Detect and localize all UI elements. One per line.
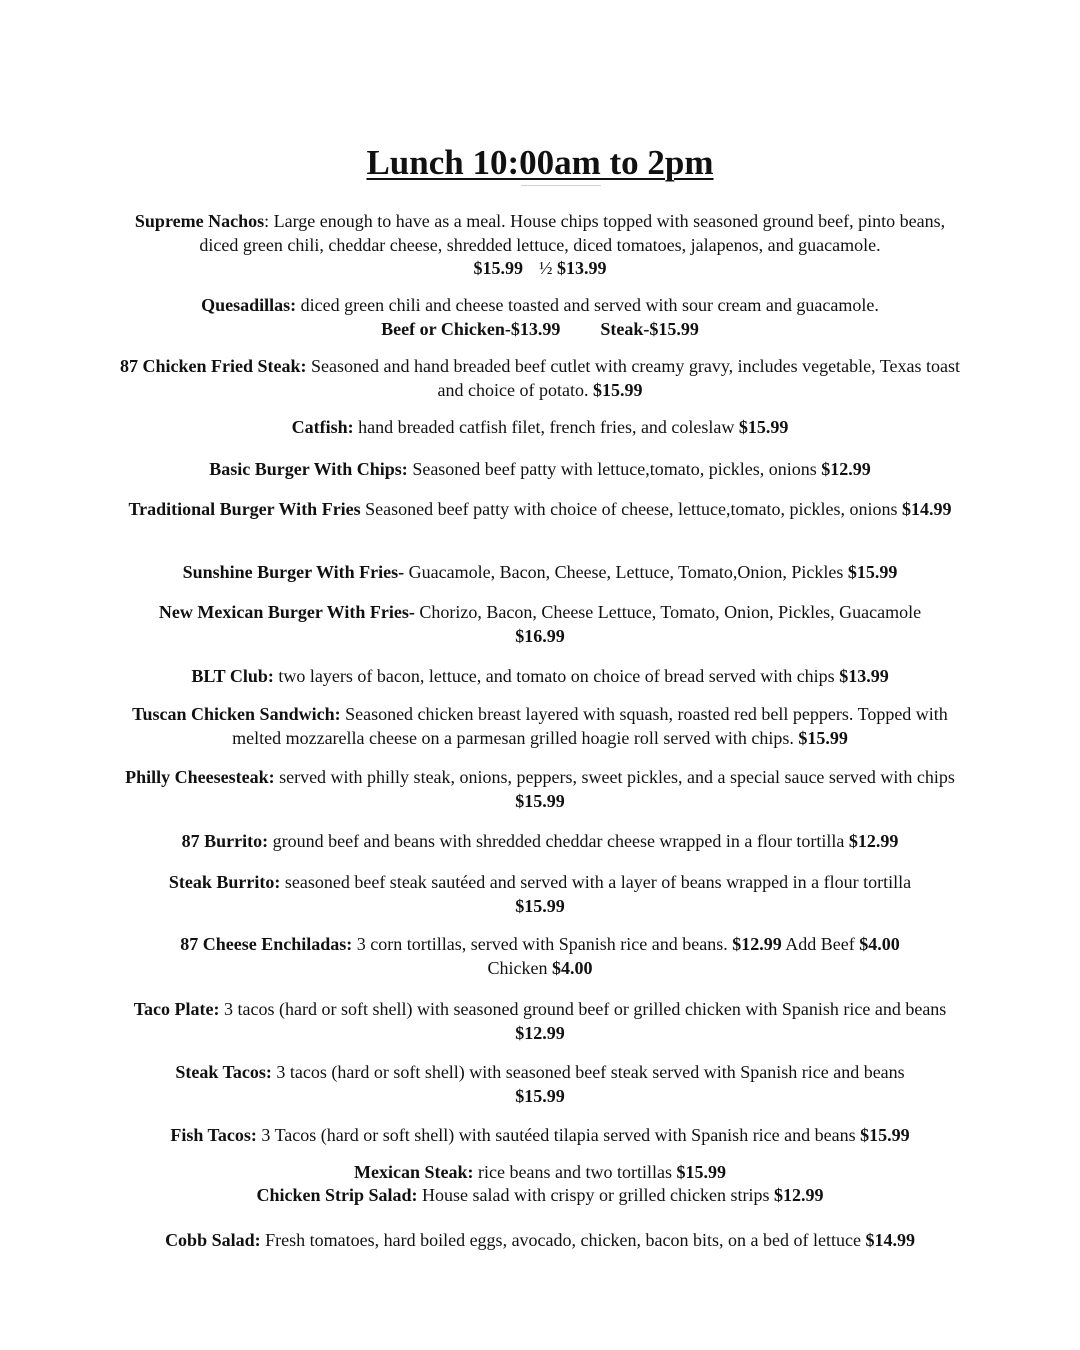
item-name: Quesadillas: xyxy=(201,295,297,315)
item-name: Fish Tacos: xyxy=(170,1125,257,1145)
item-name: BLT Club: xyxy=(191,666,274,686)
item-price: $15.99 xyxy=(860,1125,910,1145)
item-name: Mexican Steak: xyxy=(354,1162,474,1182)
menu-item-traditional-burger xyxy=(120,498,960,522)
menu-item-fish-tacos xyxy=(120,1124,960,1148)
item-description: 3 tacos (hard or soft shell) with seasoned ground beef or grilled chicken with Spanish rice and beans xyxy=(219,999,947,1019)
item-description: hand breaded catfish filet, french fries, and coleslaw xyxy=(353,417,739,437)
menu-item-chicken-fried-steak xyxy=(120,355,960,402)
half-portion-label: ½ xyxy=(539,258,553,278)
menu-item-steak-tacos xyxy=(120,1061,960,1108)
half-portion-price: $13.99 xyxy=(557,258,607,278)
item-name: Basic Burger With Chips: xyxy=(209,459,408,479)
menu-item-steak-burrito xyxy=(120,871,960,918)
item-name: Chicken Strip Salad: xyxy=(256,1185,418,1205)
item-price: $12.99 xyxy=(821,459,871,479)
item-price-steak: Steak-$15.99 xyxy=(600,318,699,339)
item-price: $15.99 xyxy=(592,379,643,400)
addon-chicken-price: $4.00 xyxy=(552,957,593,978)
menu-item-cobb-salad xyxy=(120,1229,960,1253)
item-price: $15.99 xyxy=(847,562,898,582)
item-name: 87 Chicken Fried Steak: xyxy=(120,356,307,376)
item-description: Seasoned and hand breaded beef cutlet with creamy gravy, includes vegetable, Texas toast and choice of potato. xyxy=(306,356,960,400)
addon-beef-price: $4.00 xyxy=(859,934,900,954)
menu-item-philly-cheesesteak xyxy=(120,766,960,813)
item-description: Fresh tomatoes, hard boiled eggs, avocado, chicken, bacon bits, on a bed of lettuce xyxy=(260,1230,866,1250)
item-price: $12.99 xyxy=(848,831,899,851)
item-description: 3 corn tortillas, served with Spanish rice and beans. xyxy=(352,934,733,954)
item-name: Sunshine Burger With Fries- xyxy=(182,562,405,582)
item-description: House salad with crispy or grilled chicken strips xyxy=(417,1185,774,1205)
item-price: $12.99 xyxy=(515,1022,565,1043)
item-price: $14.99 xyxy=(902,499,952,519)
item-price: $15.99 xyxy=(676,1162,726,1182)
menu-item-chicken-strip-salad xyxy=(120,1184,960,1208)
menu-item-tuscan-chicken-sandwich xyxy=(120,703,960,750)
menu-item-sunshine-burger xyxy=(120,561,960,585)
item-description: Chorizo, Bacon, Cheese Lettuce, Tomato, Onion, Pickles, Guacamole xyxy=(414,602,922,622)
item-description: rice beans and two tortillas xyxy=(473,1162,677,1182)
item-description: Seasoned beef patty with lettuce,tomato, pickles, onions xyxy=(407,459,822,479)
item-price: $13.99 xyxy=(839,666,889,686)
addon-chicken-label: Chicken xyxy=(487,957,552,978)
menu-item-mexican-steak xyxy=(120,1161,960,1185)
menu-item-catfish xyxy=(120,416,960,440)
item-name: Cobb Salad: xyxy=(165,1230,261,1250)
menu-item-supreme-nachos xyxy=(120,210,960,281)
item-price: $15.99 xyxy=(515,895,565,916)
menu-item-basic-burger xyxy=(120,458,960,482)
item-name: New Mexican Burger With Fries- xyxy=(158,602,415,622)
menu-item-cheese-enchiladas xyxy=(120,933,960,980)
item-name: 87 Burrito: xyxy=(181,831,269,851)
item-name: Steak Tacos: xyxy=(175,1062,272,1082)
title-rule xyxy=(521,185,601,186)
item-description: Seasoned chicken breast layered with squash, roasted red bell peppers. Topped with melted mozzarella cheese on a parmesan grilled hoagie roll served with chips. xyxy=(232,704,948,748)
item-description: served with philly steak, onions, peppers, sweet pickles, and a special sauce served with chips xyxy=(274,767,955,787)
item-price: $15.99 xyxy=(515,1085,565,1106)
item-price: $12.99 xyxy=(773,1185,824,1205)
item-price: $15.99 xyxy=(473,258,523,278)
item-description: Seasoned beef patty with choice of cheese, lettuce,tomato, pickles, onions xyxy=(360,499,902,519)
item-price: $15.99 xyxy=(738,417,789,437)
item-price-beef-chicken: Beef or Chicken-$13.99 xyxy=(381,318,561,339)
item-description: Large enough to have as a meal. House chips topped with seasoned ground beef, pinto beans, diced green chili, cheddar cheese, shredded lettuce, diced tomatoes, jalapenos, and guacamole. xyxy=(199,211,946,255)
item-name: Steak Burrito: xyxy=(168,872,281,892)
menu-item-blt-club xyxy=(120,665,960,689)
menu-item-quesadillas xyxy=(120,294,960,341)
menu-item-taco-plate xyxy=(120,998,960,1045)
item-price: $16.99 xyxy=(515,625,565,646)
item-description: 3 tacos (hard or soft shell) with seasoned beef steak served with Spanish rice and beans xyxy=(271,1062,905,1082)
item-name: Taco Plate: xyxy=(133,999,220,1019)
item-description: diced green chili and cheese toasted and served with sour cream and guacamole. xyxy=(296,295,879,315)
addon-beef-label: Add Beef xyxy=(781,934,860,954)
item-price: $15.99 xyxy=(798,727,848,748)
menu-item-new-mexican-burger xyxy=(120,601,960,648)
item-name-separator: : xyxy=(264,211,270,231)
item-description: seasoned beef steak sautéed and served with a layer of beans wrapped in a flour tortilla xyxy=(280,872,912,892)
item-name: Supreme Nachos xyxy=(134,211,265,231)
item-name: Tuscan Chicken Sandwich: xyxy=(132,704,341,724)
item-description: ground beef and beans with shredded cheddar cheese wrapped in a flour tortilla xyxy=(268,831,849,851)
item-name: 87 Cheese Enchiladas: xyxy=(180,934,353,954)
item-name: Catfish: xyxy=(291,417,354,437)
item-price: $14.99 xyxy=(865,1230,915,1250)
item-price: $12.99 xyxy=(732,934,782,954)
menu-title: Lunch 10:00am to 2pm xyxy=(366,143,714,182)
item-description: Guacamole, Bacon, Cheese, Lettuce, Tomato,Onion, Pickles xyxy=(404,562,848,582)
item-name: Traditional Burger With Fries xyxy=(128,499,361,519)
item-description: two layers of bacon, lettuce, and tomato on choice of bread served with chips xyxy=(273,666,840,686)
item-description: 3 Tacos (hard or soft shell) with sautéed tilapia served with Spanish rice and beans xyxy=(256,1125,861,1145)
item-price: $15.99 xyxy=(515,790,565,811)
menu-item-87-burrito xyxy=(120,830,960,854)
item-name: Philly Cheesesteak: xyxy=(125,767,275,787)
